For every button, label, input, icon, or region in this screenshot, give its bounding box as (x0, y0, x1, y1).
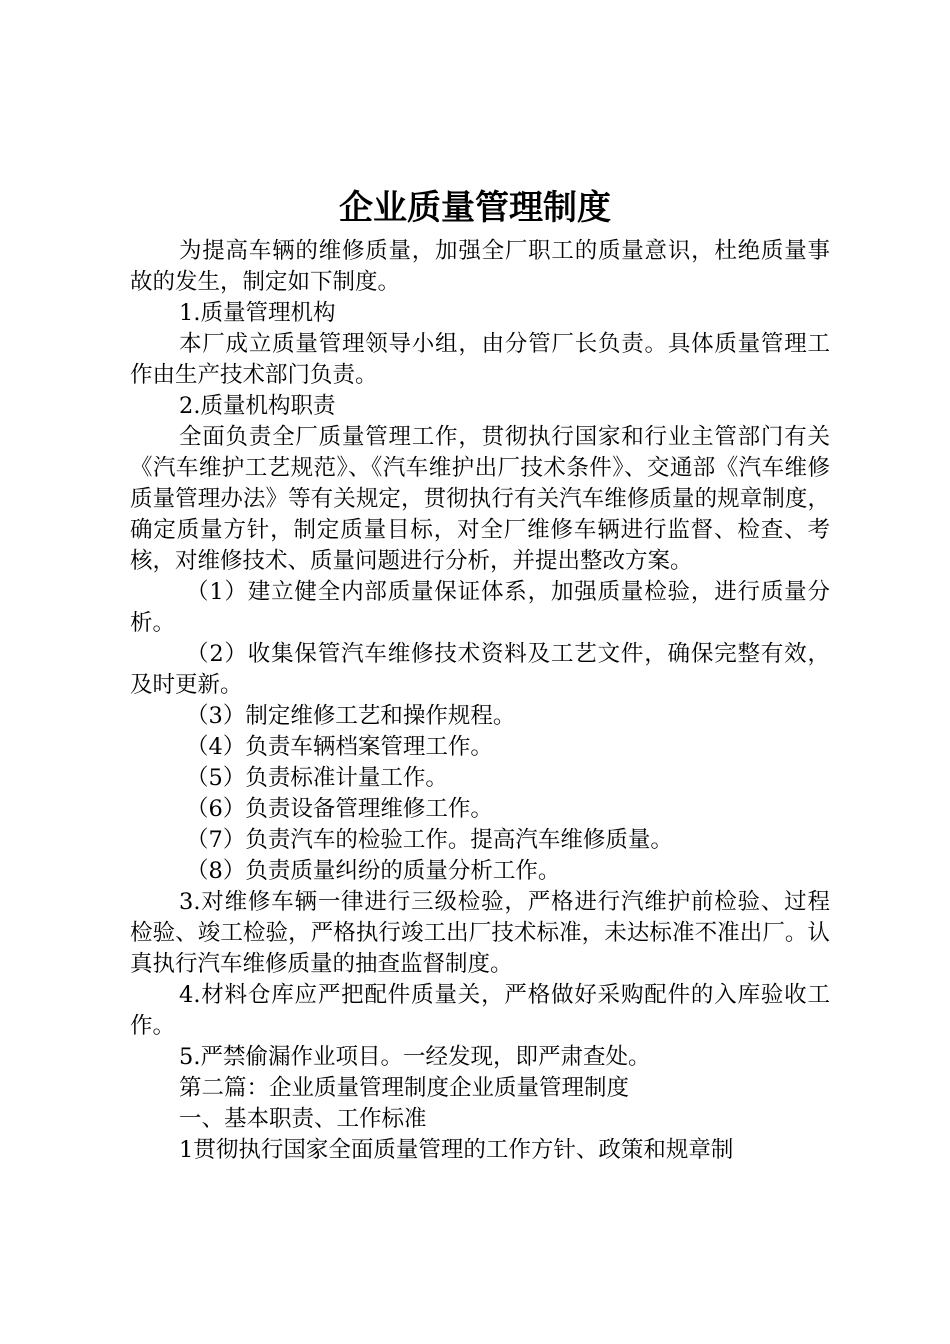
list-item: （5）负责标准计量工作。 (186, 765, 448, 791)
paragraph-duties: 全面负责全厂质量管理工作，贯彻执行国家和行业主管部门有关《汽车维护工艺规范》、《汽车维护出厂技术条件》、交通部《汽车维修质量管理办法》等有关规定，贯彻执行有关汽车维修质量的规章制度，确定质量方针，制定质量目标，对全厂维修车辆进行监督、检查、考核，对维修技术、质量问题进行分析，并提出整改方案。 (130, 424, 830, 574)
paragraph-policy: 1贯彻执行国家全面质量管理的工作方针、政策和规章制 (179, 1137, 734, 1163)
section-heading-basic-duties: 一、基本职责、工作标准 (179, 1106, 427, 1132)
document-title: 企业质量管理制度 (339, 188, 611, 228)
document-body (130, 236, 830, 1166)
list-item: （3）制定维修工艺和操作规程。 (186, 703, 516, 729)
list-item: （7）负责汽车的检验工作。提高汽车维修质量。 (186, 827, 673, 853)
paragraph-prohibition: 5.严禁偷漏作业项目。一经发现，即严肃查处。 (179, 1044, 651, 1070)
paragraph-intro: 为提高车辆的维修质量，加强全厂职工的质量意识，杜绝质量事故的发生，制定如下制度。 (130, 238, 830, 295)
section-heading-2: 2.质量机构职责 (179, 393, 336, 419)
paragraph-organization: 本厂成立质量管理领导小组，由分管厂长负责。具体质量管理工作由生产技术部门负责。 (130, 331, 830, 388)
list-item: （6）负责设备管理维修工作。 (186, 796, 493, 822)
paragraph-warehouse: 4.材料仓库应严把配件质量关，严格做好采购配件的入库验收工作。 (130, 982, 830, 1039)
paragraph-inspection: 3.对维修车辆一律进行三级检验，严格进行汽维护前检验、过程检验、竣工检验，严格执行竣工出厂技术标准，未达标准不准出厂。认真执行汽车维修质量的抽查监督制度。 (130, 889, 830, 977)
list-item: （2）收集保管汽车维修技术资料及工艺文件，确保完整有效，及时更新。 (130, 641, 830, 698)
list-item: （1）建立健全内部质量保证体系，加强质量检验，进行质量分析。 (130, 579, 830, 636)
list-item: （4）负责车辆档案管理工作。 (186, 734, 493, 760)
section-heading-1: 1.质量管理机构 (179, 300, 336, 326)
list-item: （8）负责质量纠纷的质量分析工作。 (186, 858, 561, 884)
section-heading-part-two: 第二篇：企业质量管理制度企业质量管理制度 (179, 1075, 630, 1101)
